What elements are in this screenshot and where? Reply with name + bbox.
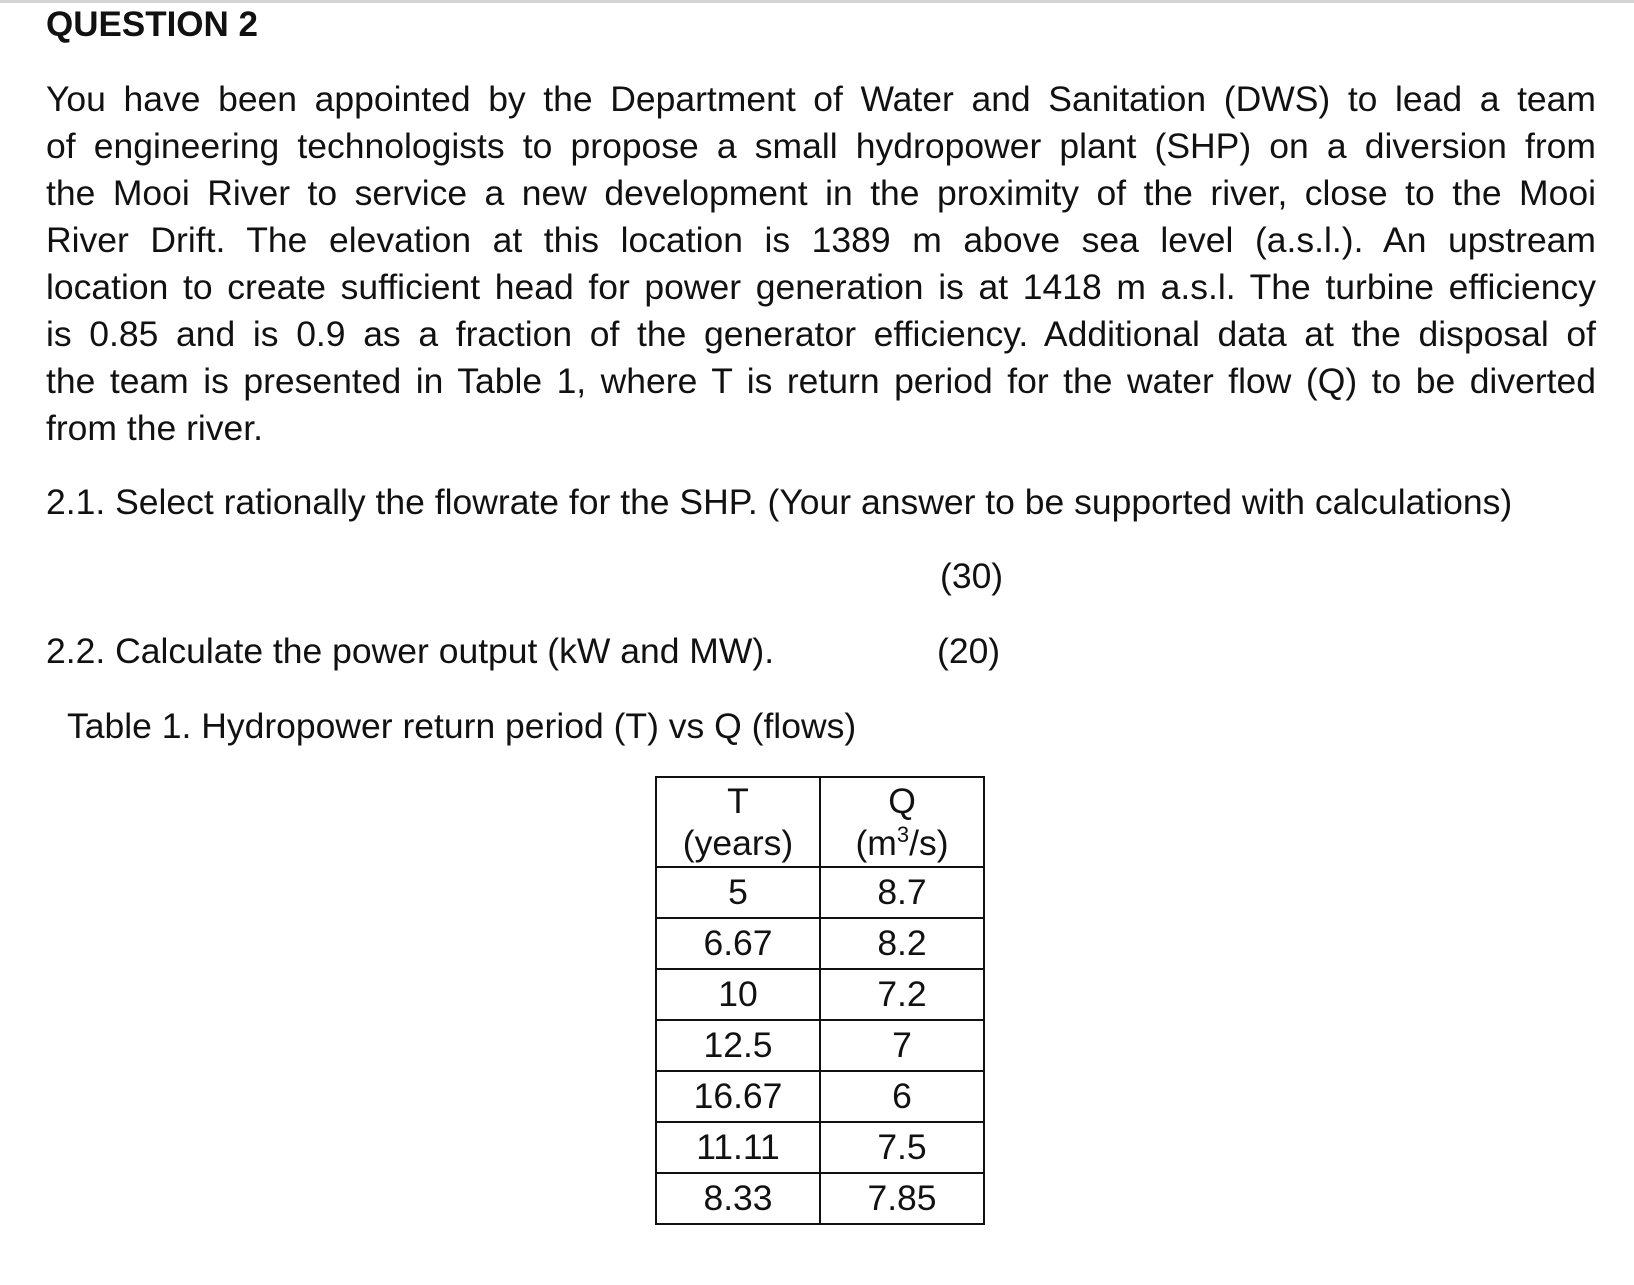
table-row	[656, 1122, 984, 1173]
cell-t: 8.33	[656, 1173, 820, 1224]
header-q-unit	[855, 823, 948, 863]
header-q-unit-sup: 3	[896, 822, 910, 848]
cell-t: 10	[656, 969, 820, 1020]
cell-q: 6	[820, 1071, 984, 1122]
paragraph-line: location to create sufficient head for power generation is at 1418 m a.s.l. The turbine efficiency	[46, 267, 1596, 307]
table-row	[656, 969, 984, 1020]
cell-q: 7.85	[820, 1173, 984, 1224]
table-row	[656, 1020, 984, 1071]
table-row	[656, 867, 984, 918]
cell-t: 16.67	[656, 1071, 820, 1122]
table-caption: Table 1. Hydropower return period (T) vs Q (flows)	[67, 706, 857, 746]
table-row	[656, 1071, 984, 1122]
subquestion-2-2-marks: (20)	[937, 631, 1001, 671]
subquestion-2-1-marks: (30)	[940, 556, 1004, 596]
cell-t: 11.11	[656, 1122, 820, 1173]
cell-q: 7.5	[820, 1122, 984, 1173]
header-q	[820, 777, 984, 867]
header-q-unit-pre: (m	[855, 823, 897, 863]
paragraph-line: is 0.85 and is 0.9 as a fraction of the generator efficiency. Additional data at the disposal of	[46, 314, 1596, 354]
flow-table	[655, 776, 985, 1225]
paragraph-line: of engineering technologists to propose a small hydropower plant (SHP) on a diversion from	[46, 126, 1596, 166]
cell-q: 7.2	[820, 969, 984, 1020]
cell-q: 7	[820, 1020, 984, 1071]
header-q-unit-post: /s)	[909, 823, 949, 863]
table-header-row	[656, 777, 984, 867]
cell-q: 8.2	[820, 918, 984, 969]
cell-t: 12.5	[656, 1020, 820, 1071]
header-t	[656, 777, 820, 867]
subquestion-2-2: 2.2. Calculate the power output (kW and MW).	[46, 631, 775, 671]
header-t-unit: (years)	[682, 823, 794, 863]
top-border	[0, 0, 1634, 3]
header-q-symbol: Q	[888, 781, 916, 821]
paragraph-line: River Drift. The elevation at this location is 1389 m above sea level (a.s.l.). An upstream	[46, 220, 1596, 260]
table-row	[656, 918, 984, 969]
cell-t: 6.67	[656, 918, 820, 969]
subquestion-2-1: 2.1. Select rationally the flowrate for the SHP. (Your answer to be supported with calculations)	[46, 482, 1513, 522]
cell-q: 8.7	[820, 867, 984, 918]
header-t-symbol: T	[727, 781, 749, 821]
paragraph-line: from the river.	[46, 408, 264, 448]
paragraph-line: the team is presented in Table 1, where T is return period for the water flow (Q) to be diverted	[46, 361, 1596, 401]
table-row	[656, 1173, 984, 1224]
paragraph-line: the Mooi River to service a new development in the proximity of the river, close to the Mooi	[46, 173, 1596, 213]
cell-t: 5	[656, 867, 820, 918]
question-paragraph	[46, 76, 1596, 452]
question-heading: QUESTION 2	[46, 5, 258, 44]
paragraph-line: You have been appointed by the Department of Water and Sanitation (DWS) to lead a team	[46, 79, 1596, 119]
